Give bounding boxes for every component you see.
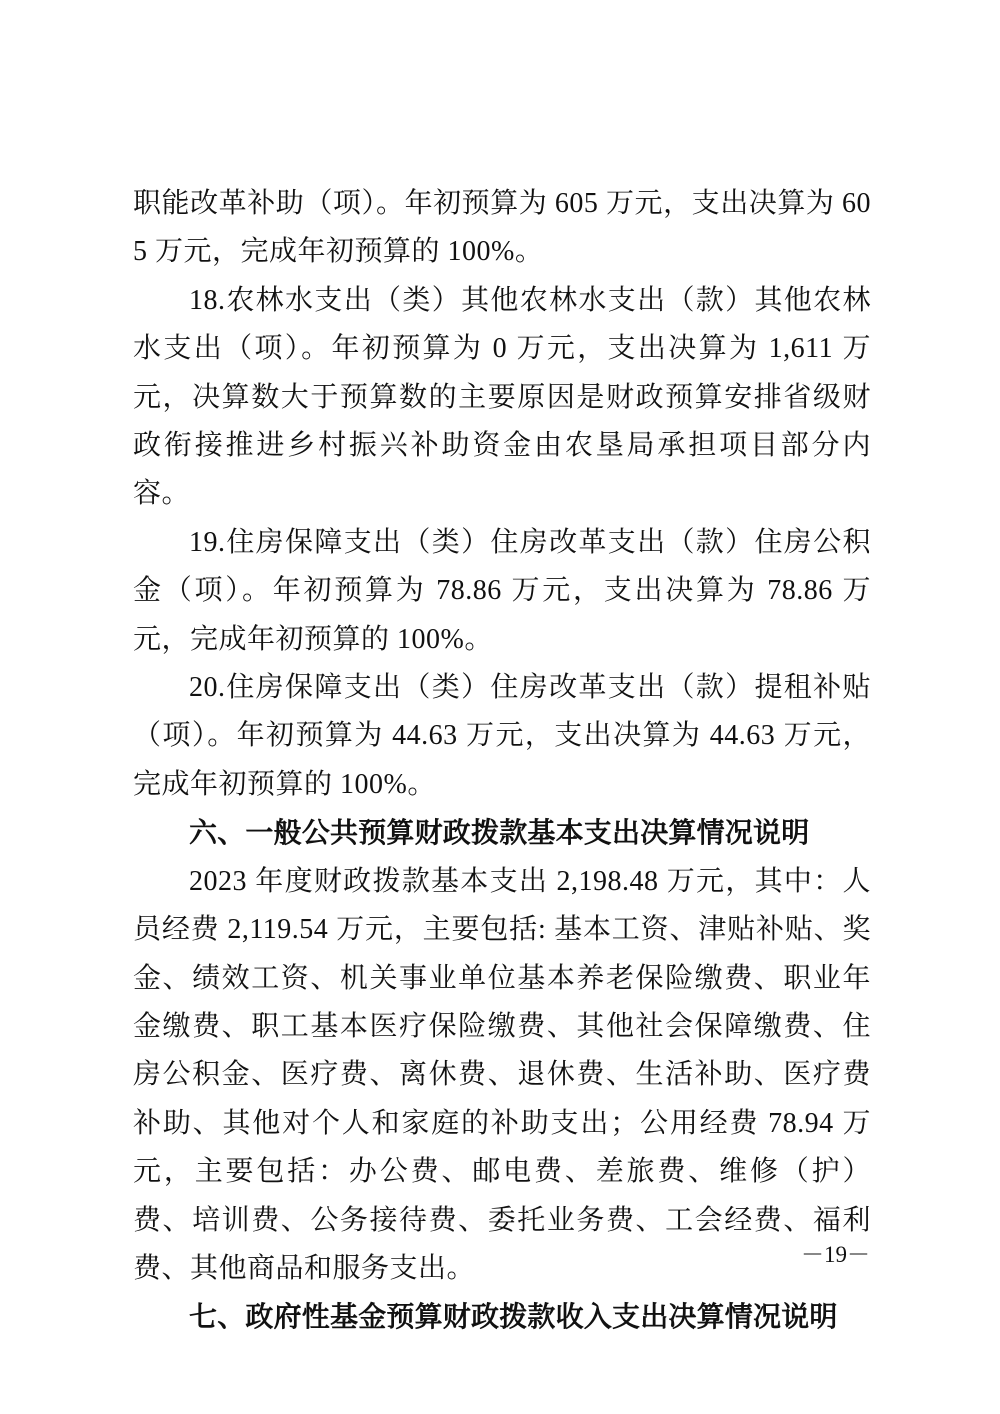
- paragraph-item-20: 20.住房保障支出（类）住房改革支出（款）提租补贴（项）。年初预算为 44.63 万元，支出决算为 44.63 万元，完成年初预算的 100%。: [133, 672, 871, 800]
- paragraph-continuation: 职能改革补助（项）。年初预算为 605 万元，支出决算为 605 万元，完成年初预算的 100%。: [133, 188, 871, 268]
- paragraph-item-19: 19.住房保障支出（类）住房改革支出（款）住房公积金（项）。年初预算为 78.86 万元，支出决算为 78.86 万元，完成年初预算的 100%。: [133, 526, 871, 655]
- section-heading-seven: 七、政府性基金预算财政拨款收入支出决算情况说明: [189, 1301, 838, 1333]
- section-heading-six: 六、一般公共预算财政拨款基本支出决算情况说明: [189, 817, 810, 849]
- paragraph-item-18: 18.农林水支出（类）其他农林水支出（款）其他农林水支出（项）。年初预算为 0 万元，支出决算为 1,611 万元，决算数大于预算数的主要原因是财政预算安排省级财政衔接推进乡村振兴补助资金由农垦局承担项目部分内容。: [133, 284, 871, 510]
- page-number: －19－: [801, 1242, 870, 1267]
- paragraph-basic-expenditure: 2023 年度财政拨款基本支出 2,198.48 万元，其中：人员经费 2,119.54 万元，主要包括: 基本工资、津贴补贴、奖金、绩效工资、机关事业单位基本养老保险缴费、职业年金缴费、职工基本医疗保险缴费、其他社会保障缴费、住房公积金、医疗费、离休费、退休费、生活补助、医疗费补助、其他对个人和家庭的补助支出；公用经费 78.94 万元，主要包括：办公费、邮电费、差旅费、维修（护）费、培训费、公务接待费、委托业务费、工会经费、福利费、其他商品和服务支出。: [133, 865, 871, 1284]
- document-body: [133, 180, 871, 1342]
